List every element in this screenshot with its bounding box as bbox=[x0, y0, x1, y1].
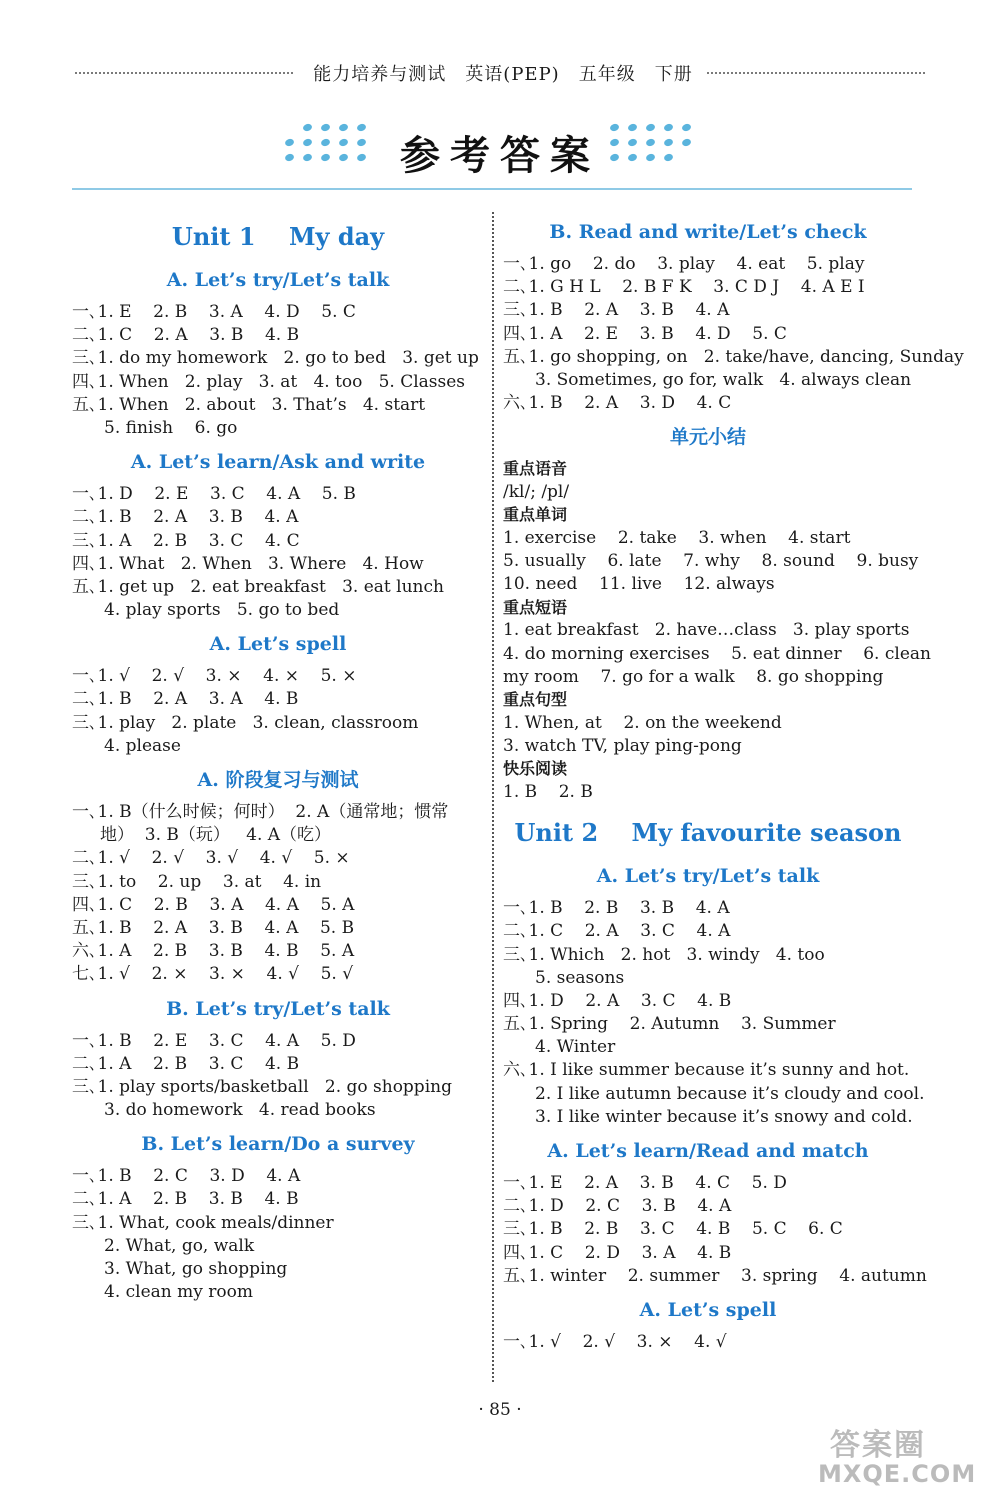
answer-line: 五､1. When 2. about 3. That’s 4. start bbox=[72, 394, 426, 415]
header-dotted-rule-right bbox=[707, 72, 925, 74]
left-column bbox=[72, 210, 484, 1304]
answer-line: 五､1. go shopping, on 2. take/have, dancing, Sunday bbox=[503, 346, 964, 367]
summary-line: 5. usually 6. late 7. why 8. sound 9. busy bbox=[503, 551, 919, 572]
answer-line: 二､1. A 2. B 3. B 4. B bbox=[72, 1189, 299, 1210]
summary-subheading: 重点语音 bbox=[503, 459, 568, 479]
answer-line: 一､1. B（什么时候；何时） 2. A（通常地；惯常 bbox=[72, 802, 449, 822]
section-heading: A. Let’s spell bbox=[209, 633, 347, 656]
section-heading: B. Read and write/Let’s check bbox=[549, 221, 867, 243]
decorative-dot bbox=[663, 123, 674, 133]
answer-line: 3. I like winter because it’s snowy and cold. bbox=[535, 1106, 913, 1127]
section-heading: A. Let’s learn/Ask and write bbox=[130, 451, 426, 474]
answer-line: 二､1. A 2. B 3. C 4. B bbox=[72, 1053, 300, 1074]
header-dotted-rule-left bbox=[75, 72, 293, 74]
answer-line: 3. What, go shopping bbox=[104, 1259, 288, 1279]
answer-line: 三､1. play 2. plate 3. clean, classroom bbox=[72, 712, 419, 733]
answer-line: 三､1. A 2. B 3. C 4. C bbox=[72, 530, 300, 551]
decorative-dot bbox=[645, 138, 656, 148]
decorative-dots-right bbox=[610, 124, 710, 168]
header-rule bbox=[72, 188, 912, 190]
answer-line: 地） 3. B（玩） 4. A（吃） bbox=[100, 825, 332, 846]
decorative-dot bbox=[356, 138, 367, 148]
answer-line: 六､1. I like summer because it’s sunny and hot. bbox=[503, 1060, 910, 1081]
answer-line: 4. please bbox=[104, 735, 181, 756]
summary-line: 1. eat breakfast 2. have…class 3. play sports bbox=[503, 620, 910, 641]
answer-line: 二､1. √ 2. √ 3. √ 4. √ 5. × bbox=[72, 848, 350, 869]
decorative-dot bbox=[681, 123, 692, 133]
section-heading: B. Let’s learn/Do a survey bbox=[141, 1133, 415, 1156]
answer-line: 四､1. D 2. A 3. C 4. B bbox=[503, 990, 732, 1011]
decorative-dot bbox=[284, 153, 295, 163]
decorative-dot bbox=[338, 153, 349, 163]
answer-line: 二､1. C 2. A 3. C 4. A bbox=[503, 921, 731, 942]
answer-line: 一､1. E 2. B 3. A 4. D 5. C bbox=[72, 302, 356, 322]
answer-line: 五､1. B 2. A 3. B 4. A 5. B bbox=[72, 917, 355, 938]
decorative-dot bbox=[645, 123, 656, 133]
section-heading: A. 阶段复习与测试 bbox=[197, 769, 359, 791]
summary-subheading: 重点句型 bbox=[503, 690, 568, 710]
answer-line: 4. play sports 5. go to bed bbox=[104, 600, 340, 621]
column-divider bbox=[492, 212, 494, 1382]
decorative-dots-left bbox=[285, 124, 385, 168]
answer-line: 2. What, go, walk bbox=[104, 1235, 255, 1256]
summary-heading: 单元小结 bbox=[669, 426, 746, 449]
right-column bbox=[503, 210, 964, 1354]
answer-line: 一､1. go 2. do 3. play 4. eat 5. play bbox=[503, 254, 865, 274]
answer-line: 二､1. G H L 2. B F K 3. C D J 4. A E I bbox=[503, 277, 865, 298]
summary-line: 10. need 11. live 12. always bbox=[503, 574, 775, 595]
decorative-dot bbox=[609, 138, 620, 148]
summary-line: 1. exercise 2. take 3. when 4. start bbox=[503, 528, 851, 549]
answer-line: 二､1. B 2. A 3. B 4. A bbox=[72, 507, 299, 528]
summary-line: 3. watch TV, play ping-pong bbox=[503, 736, 742, 756]
decorative-dot bbox=[302, 123, 313, 133]
decorative-dot bbox=[663, 153, 674, 163]
answer-line: 五､1. Spring 2. Autumn 3. Summer bbox=[503, 1014, 836, 1035]
answer-line: 5. seasons bbox=[535, 967, 625, 988]
answer-line: 六､1. B 2. A 3. D 4. C bbox=[503, 393, 732, 414]
decorative-dot bbox=[627, 123, 638, 133]
decorative-dot bbox=[302, 138, 313, 148]
decorative-dot bbox=[338, 123, 349, 133]
answer-line: 七､1. √ 2. × 3. × 4. √ 5. √ bbox=[72, 964, 354, 985]
answer-line: 一､1. D 2. E 3. C 4. A 5. B bbox=[72, 484, 356, 505]
answer-line: 五､1. winter 2. summer 3. spring 4. autumn bbox=[503, 1265, 927, 1286]
section-heading: B. Let’s try/Let’s talk bbox=[166, 997, 390, 1020]
answer-line: 三､1. B 2. A 3. B 4. A bbox=[503, 300, 730, 321]
answer-line: 3. Sometimes, go for, walk 4. always clean bbox=[535, 369, 912, 390]
watermark-line-1: 答案圈 bbox=[830, 1428, 926, 1463]
answer-line: 四､1. C 2. D 3. A 4. B bbox=[503, 1242, 732, 1263]
answer-line: 2. I like autumn because it’s cloudy and cool. bbox=[535, 1083, 925, 1104]
summary-subheading: 快乐阅读 bbox=[503, 759, 568, 779]
decorative-dot bbox=[627, 153, 638, 163]
section-heading: A. Let’s learn/Read and match bbox=[547, 1140, 869, 1163]
answer-line: 二､1. D 2. C 3. B 4. A bbox=[503, 1196, 732, 1217]
answer-line: 三､1. do my homework 2. go to bed 3. get up bbox=[72, 348, 479, 369]
answer-line: 四､1. What 2. When 3. Where 4. How bbox=[72, 553, 424, 574]
answer-line: 一､1. B 2. E 3. C 4. A 5. D bbox=[72, 1030, 356, 1051]
answer-line: 一､1. √ 2. √ 3. × 4. × 5. × bbox=[72, 666, 357, 687]
summary-subheading: 重点短语 bbox=[503, 597, 568, 617]
answer-line: 3. do homework 4. read books bbox=[104, 1100, 376, 1121]
answer-line: 一､1. E 2. A 3. B 4. C 5. D bbox=[503, 1173, 787, 1194]
answer-line: 三､1. Which 2. hot 3. windy 4. too bbox=[503, 944, 825, 965]
answer-line: 四､1. When 2. play 3. at 4. too 5. Classes bbox=[72, 371, 466, 392]
page-number: · 85 · bbox=[478, 1400, 522, 1420]
unit-title: Unit 1 My day bbox=[171, 222, 385, 251]
answer-line: 一､1. B 2. B 3. B 4. A bbox=[503, 898, 730, 919]
summary-line: 4. do morning exercises 5. eat dinner 6. clean bbox=[503, 643, 931, 664]
banner-title: 参考答案 bbox=[400, 132, 600, 179]
answer-line: 4. clean my room bbox=[104, 1282, 253, 1303]
summary-line: my room 7. go for a walk 8. go shopping bbox=[503, 666, 884, 687]
decorative-dot bbox=[320, 123, 331, 133]
header-title: 能力培养与测试 英语(PEP) 五年级 下册 bbox=[313, 64, 693, 85]
unit-title: Unit 2 My favourite season bbox=[514, 818, 902, 848]
summary-line: 1. B 2. B bbox=[503, 781, 593, 802]
running-header bbox=[75, 60, 925, 84]
answer-line: 二､1. C 2. A 3. B 4. B bbox=[72, 325, 300, 346]
decorative-dot bbox=[320, 138, 331, 148]
decorative-dot bbox=[302, 153, 313, 163]
decorative-dot bbox=[627, 138, 638, 148]
section-heading: A. Let’s try/Let’s talk bbox=[166, 269, 390, 291]
answer-line: 一､1. √ 2. √ 3. × 4. √ bbox=[503, 1331, 727, 1352]
decorative-dot bbox=[284, 138, 295, 148]
answer-key-banner bbox=[280, 118, 720, 178]
answer-line: 四､1. C 2. B 3. A 4. A 5. A bbox=[72, 894, 355, 915]
answer-line: 四､1. A 2. E 3. B 4. D 5. C bbox=[503, 323, 787, 344]
decorative-dot bbox=[663, 138, 674, 148]
summary-line: 1. When, at 2. on the weekend bbox=[503, 712, 782, 733]
decorative-dot bbox=[645, 153, 656, 163]
watermark-line-2: MXQE.COM bbox=[818, 1460, 977, 1488]
answer-line: 三､1. play sports/basketball 2. go shopping bbox=[72, 1076, 452, 1097]
decorative-dot bbox=[681, 138, 692, 148]
answer-line: 4. Winter bbox=[535, 1037, 616, 1058]
answer-line: 三､1. What, cook meals/dinner bbox=[72, 1212, 334, 1233]
answer-line: 五､1. get up 2. eat breakfast 3. eat lunch bbox=[72, 576, 444, 597]
answer-line: 三､1. to 2. up 3. at 4. in bbox=[72, 871, 322, 892]
decorative-dot bbox=[320, 153, 331, 163]
answer-line: 一､1. B 2. C 3. D 4. A bbox=[72, 1166, 301, 1187]
answer-line: 5. finish 6. go bbox=[104, 417, 238, 438]
decorative-dot bbox=[609, 123, 620, 133]
section-heading: A. Let’s try/Let’s talk bbox=[596, 865, 820, 888]
answer-line: 二､1. B 2. A 3. A 4. B bbox=[72, 689, 299, 710]
decorative-dot bbox=[356, 123, 367, 133]
decorative-dot bbox=[609, 153, 620, 163]
watermark-logo bbox=[818, 1420, 988, 1490]
decorative-dot bbox=[356, 153, 367, 163]
section-heading: A. Let’s spell bbox=[639, 1298, 777, 1321]
summary-line: /kl/; /pl/ bbox=[503, 482, 570, 503]
answer-line: 三､1. B 2. B 3. C 4. B 5. C 6. C bbox=[503, 1219, 843, 1240]
decorative-dot bbox=[338, 138, 349, 148]
answer-line: 六､1. A 2. B 3. B 4. B 5. A bbox=[72, 941, 355, 962]
summary-subheading: 重点单词 bbox=[503, 505, 568, 525]
